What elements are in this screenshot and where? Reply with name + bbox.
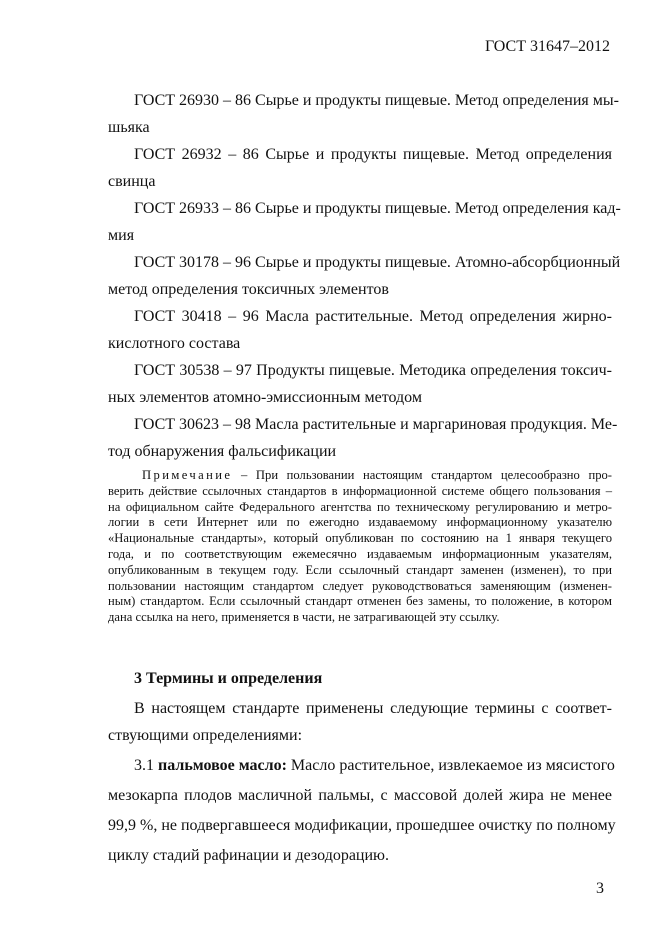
note-line: логии в сети Интернет или по ежегодно издаваемому информационному указателю — [108, 515, 612, 530]
reference-item-line: ГОСТ 30538 – 97 Продукты пищевые. Методика определения токсич- — [134, 362, 612, 379]
reference-item-line: ГОСТ 26930 – 86 Сырье и продукты пищевые. Метод определения мы- — [134, 92, 619, 109]
reference-item-line: тод обнаружения фальсификации — [108, 443, 337, 460]
note-line — [108, 468, 612, 484]
reference-item-line: ных элементов атомно-эмиссионным методом — [108, 389, 422, 406]
reference-item-line: свинца — [108, 173, 156, 190]
reference-item-line: метод определения токсичных элементов — [108, 281, 389, 298]
term-definition-line: циклу стадий рафинации и дезодорацию. — [108, 847, 390, 864]
note-label: Примечание — [142, 468, 233, 482]
section-intro-line: ствующими определениями: — [108, 727, 303, 744]
document-standard-code: ГОСТ 31647–2012 — [484, 38, 610, 55]
reference-item-line: ГОСТ 30178 – 96 Сырье и продукты пищевые. Атомно-абсорбционный — [134, 254, 621, 271]
note-line: ным) стандартом. Если ссылочный стандарт отменен без замены, то положение, в котором — [108, 594, 612, 609]
note-text: – При пользовании настоящим стандартом целесообразно про- — [232, 468, 612, 482]
term-definition-line — [108, 757, 615, 775]
section-intro-line: В настоящем стандарте применены следующие термины с соответ- — [134, 700, 612, 717]
term-number: 3.1 — [134, 757, 158, 774]
reference-item-line: мия — [108, 227, 135, 244]
reference-item-line: ГОСТ 26933 – 86 Сырье и продукты пищевые. Метод определения кад- — [134, 200, 621, 217]
term-definition-line: мезокарпа плодов масличной пальмы, с массовой долей жира не менее — [108, 787, 612, 804]
note-line: года, и по соответствующим ежемесячно издаваемым информационным указателям, — [108, 546, 612, 561]
reference-item-line: ГОСТ 30623 – 98 Масла растительные и маргариновая продукция. Ме- — [134, 416, 618, 433]
reference-item-line: шьяка — [108, 119, 150, 136]
term-definition-line: 99,9 %, не подвергавшееся модификации, прошедшее очистку по полному — [108, 817, 616, 834]
note-block — [108, 468, 612, 626]
note-line: дана ссылка на него, применяется в части, не затрагивающей эту ссылку. — [108, 610, 500, 625]
reference-item-line: кислотного состава — [108, 335, 241, 352]
section-heading: 3 Термины и определения — [134, 670, 323, 687]
note-line: на официальном сайте Федерального агентства по техническому регулированию и метро- — [108, 499, 612, 514]
reference-item-line: ГОСТ 26932 – 86 Сырье и продукты пищевые. Метод определения — [134, 146, 612, 163]
term-definition-text: Масло растительное, извлекаемое из мясистого — [286, 757, 615, 774]
term-name: пальмовое масло: — [158, 757, 287, 774]
note-line: «Национальные стандарты», который опубликован по состоянию на 1 января текущего — [108, 531, 612, 546]
page-number: 3 — [596, 880, 604, 897]
note-line: пользовании настоящим стандартом следует руководствоваться заменяющим (изменен- — [108, 578, 612, 593]
note-line: опубликованным в текущем году. Если ссылочный стандарт заменен (изменен), то при — [108, 562, 612, 577]
reference-item-line: ГОСТ 30418 – 96 Масла растительные. Метод определения жирно- — [134, 308, 612, 325]
note-line: верить действие ссылочных стандартов в информационной системе общего пользования – — [108, 483, 612, 498]
